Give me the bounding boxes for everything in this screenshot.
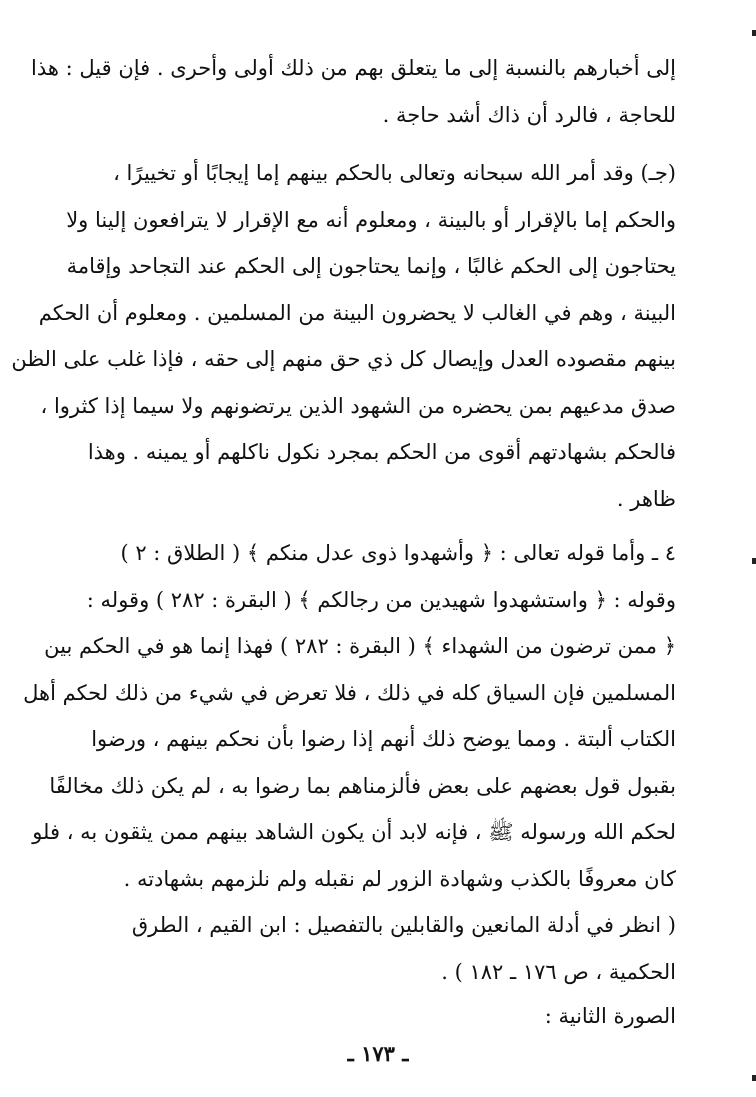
text-line: ( انظر في أدلة المانعين والقابلين بالتفصيل : ابن القيم ، الطرق [131,913,676,937]
text-line: إلى أخبارهم بالنسبة إلى ما يتعلق بهم من ذلك أولى وأحرى . فإن قيل : هذا [31,56,676,80]
text-line: بينهم مقصوده العدل وإيصال كل ذي حق منهم إلى حقه ، فإذا غلب على الظن [11,347,676,371]
text-line: الكتاب ألبتة . ومما يوضح ذلك أنهم إذا رضوا بأن نحكم بينهم ، ورضوا [91,727,676,751]
text-line: يحتاجون إلى الحكم غالبًا ، وإنما يحتاجون إلى الحكم عند التجاحد وإقامة [66,254,676,278]
reference-note [70,902,676,995]
text-line: ﴿ ممن ترضون من الشهداء ﴾ ( البقرة : ٢٨٢ ) فهذا إنما هو في الحكم بين [44,634,676,658]
text-line: وقوله : ﴿ واستشهدوا شهيدين من رجالكم ﴾ ( البقرة : ٢٨٢ ) وقوله : [86,587,676,612]
text-line: الصورة الثانية : [544,1004,676,1028]
paragraph-jeem [11,150,676,522]
text-line: بقبول قول بعضهم على بعض فألزمناهم بما رضوا به ، لم يكن ذلك مخالفًا [49,773,676,798]
text-line: لحكم الله ورسوله ﷺ ، فإنه لابد أن يكون الشاهد بينهم ممن يثقون به ، فلو [32,820,676,844]
paragraph-closing [31,45,676,138]
text-line: والحكم إما بالإقرار أو بالبينة ، ومعلوم أنه مع الإقرار لا يترافعون إلينا ولا [66,207,676,232]
scan-edge-mark [752,30,756,36]
page-number: ـ ١٧٣ ـ [347,1041,409,1066]
text-line: ظاهر . [616,486,676,511]
text-line: كان معروفًا بالكذب وشهادة الزور لم نقبله ولم نلزمهم بشهادته . [123,866,676,891]
text-line: المسلمين فإن السياق كله في ذلك ، فلا تعرض في شيء من ذلك لحكم أهل [23,680,676,705]
scan-edge-mark [752,1075,756,1081]
text-line: (جـ) وقد أمر الله سبحانه وتعالى بالحكم بينهم إما إيجابًا أو تخييرًا ، [113,161,676,185]
text-line: البينة ، وهم في الغالب لا يحضرون البينة من المسلمين . ومعلوم أن الحكم [38,300,676,325]
text-line: فالحكم بشهادتهم أقوى من الحكم بمجرد نكول ناكلهم أو يمينه . وهذا [87,440,676,464]
text-line: ٤ ـ وأما قوله تعالى : ﴿ وأشهدوا ذوى عدل منكم ﴾ ( الطلاق : ٢ ) [120,541,676,565]
scan-edge-mark [752,558,756,564]
section-heading [70,993,676,1040]
text-line: صدق مدعيهم بمن يحضره من الشهود الذين يرتضونهم ولا سيما إذا كثروا ، [40,393,676,418]
text-line: للحاجة ، فالرد أن ذاك أشد حاجة . [382,102,676,127]
text-line: الحكمية ، ص ١٧٦ ـ ١٨٢ ) . [441,959,676,984]
paragraph-point-4 [23,530,676,902]
